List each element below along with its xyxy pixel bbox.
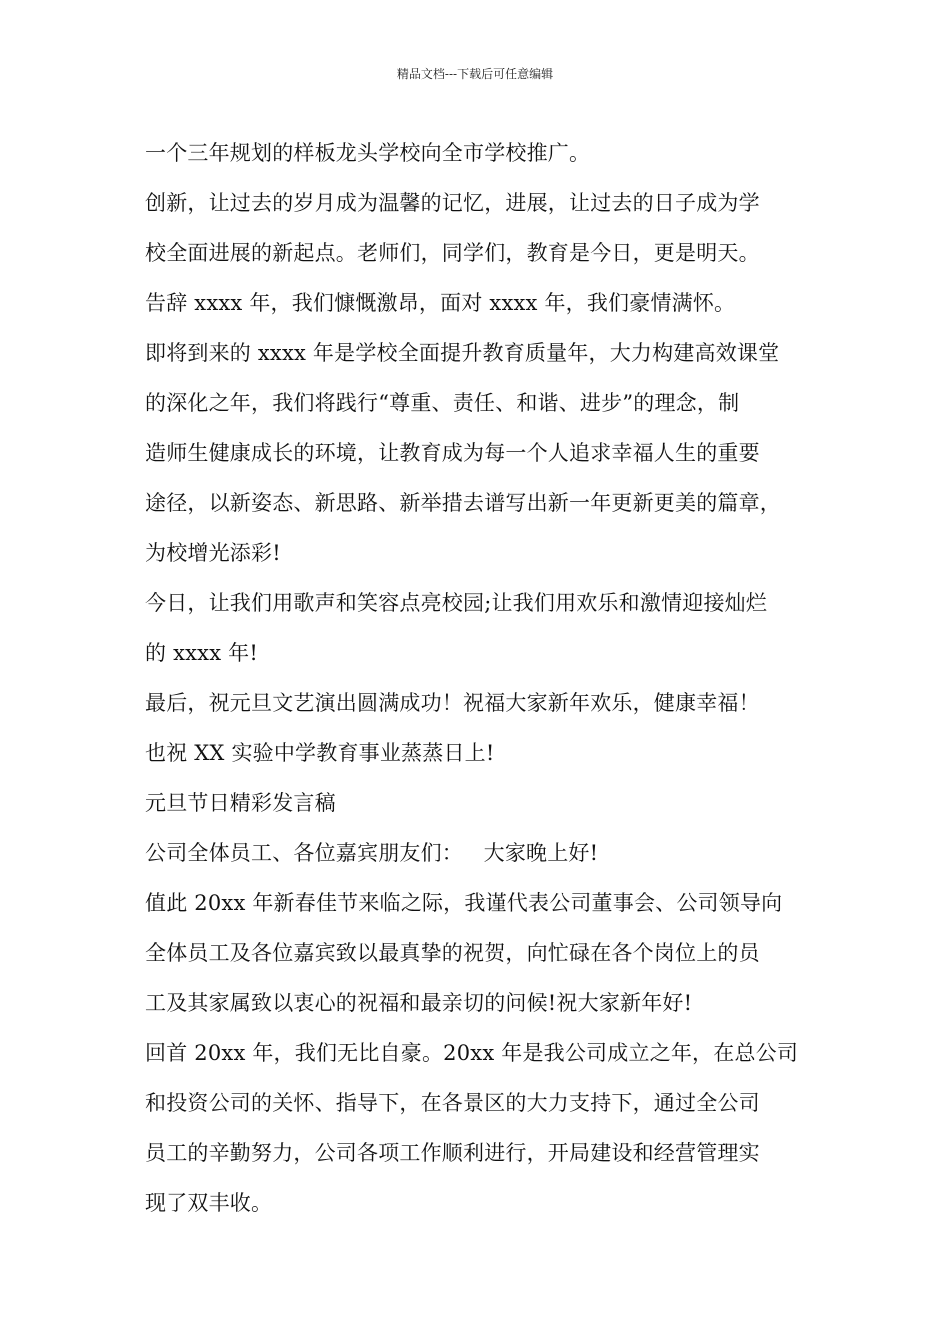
paragraph-line: 告辞 xxxx 年，我们慷慨激昂，面对 xxxx 年，我们豪情满怀。 — [145, 291, 736, 315]
paragraph-line: 也祝 XX 实验中学教育事业蒸蒸日上! — [145, 741, 495, 765]
page-header: 精品文档---下载后可任意编辑 — [396, 67, 554, 81]
paragraph-line: 的 xxxx 年! — [145, 641, 258, 665]
paragraph-line: 为校增光添彩! — [145, 541, 281, 565]
paragraph-line: 值此 20xx 年新春佳节来临之际，我谨代表公司董事会、公司领导向 — [145, 891, 783, 915]
paragraph-line: 员工的辛勤努力，公司各项工作顺利进行，开局建设和经营管理实 — [145, 1141, 760, 1165]
section-title: 元旦节日精彩发言稿 — [145, 791, 336, 815]
paragraph-line: 全体员工及各位嘉宾致以最真挚的祝贺，向忙碌在各个岗位上的员 — [145, 941, 760, 965]
paragraph-line: 最后，祝元旦文艺演出圆满成功！祝福大家新年欢乐，健康幸福！ — [145, 691, 760, 715]
paragraph-line: 途径，以新姿态、新思路、新举措去谱写出新一年更新更美的篇章， — [145, 491, 781, 515]
paragraph-line: 创新，让过去的岁月成为温馨的记忆，进展，让过去的日子成为学 — [145, 191, 760, 215]
paragraph-line: 校全面进展的新起点。老师们，同学们，教育是今日，更是明天。 — [145, 241, 760, 265]
paragraph-line: 现了双丰收。 — [145, 1191, 273, 1215]
paragraph-line: 回首 20xx 年，我们无比自豪。20xx 年是我公司成立之年，在总公司 — [145, 1041, 799, 1065]
document-body — [145, 128, 825, 1228]
paragraph-line: 一个三年规划的样板龙头学校向全市学校推广。 — [145, 141, 591, 165]
paragraph-line: 和投资公司的关怀、指导下，在各景区的大力支持下，通过全公司 — [145, 1091, 760, 1115]
paragraph-line: 即将到来的 xxxx 年是学校全面提升教育质量年，大力构建高效课堂 — [145, 341, 780, 365]
paragraph-line: 造师生健康成长的环境，让教育成为每一个人追求幸福人生的重要 — [145, 441, 760, 465]
paragraph-line: 今日，让我们用歌声和笑容点亮校园;让我们用欢乐和激情迎接灿烂 — [145, 591, 768, 615]
paragraph-line: 工及其家属致以衷心的祝福和最亲切的问候!祝大家新年好! — [145, 991, 693, 1015]
paragraph-line: 的深化之年，我们将践行“尊重、责任、和谐、进步”的理念，制 — [145, 391, 740, 415]
salutation-line: 公司全体员工、各位嘉宾朋友们： 大家晚上好! — [145, 841, 599, 865]
